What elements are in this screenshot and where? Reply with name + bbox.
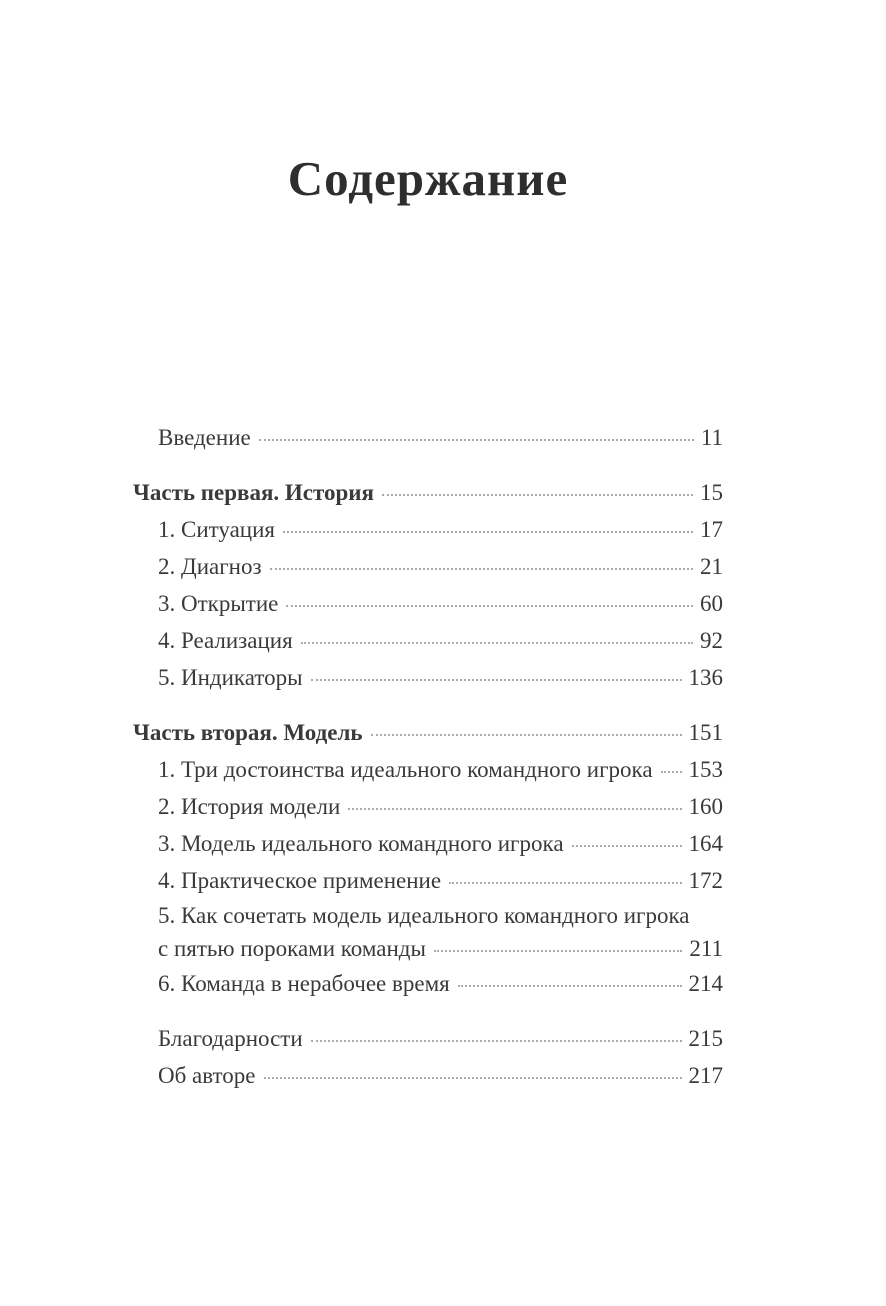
toc-entry-page: 92 (700, 628, 723, 654)
dot-leader (382, 494, 693, 496)
toc-entry-page: 214 (688, 971, 723, 997)
toc-entry-page: 21 (700, 554, 723, 580)
toc-entry-page: 211 (689, 936, 723, 962)
toc-entry (133, 751, 723, 788)
toc-entry (133, 659, 723, 696)
toc-entry (133, 965, 723, 1002)
toc-entry-page: 11 (700, 425, 723, 451)
toc-entry-page: 136 (688, 665, 723, 691)
toc-entry (133, 1020, 723, 1057)
dot-leader (259, 439, 694, 441)
toc-entry-label: 4. Практическое применение (158, 868, 442, 894)
toc-entry (133, 585, 723, 622)
dot-leader (449, 882, 681, 884)
toc-entry-label: Введение (158, 425, 251, 451)
toc-entry-page: 17 (700, 517, 723, 543)
toc-entry (133, 419, 723, 456)
toc-entry-page: 160 (688, 794, 723, 820)
toc-part-label: Часть вторая. Модель (133, 720, 363, 746)
toc-entry-page: 217 (688, 1063, 723, 1089)
toc-entry (133, 548, 723, 585)
dot-leader (301, 642, 693, 644)
toc-entry (133, 862, 723, 899)
toc-entry-page: 164 (688, 831, 723, 857)
toc-part-header (133, 714, 723, 751)
toc-entry-page: 60 (700, 591, 723, 617)
page-title: Содержание (287, 151, 569, 206)
dot-leader (661, 771, 682, 773)
dot-leader (311, 679, 682, 681)
dot-leader (264, 1077, 682, 1079)
toc-part-page: 15 (700, 480, 723, 506)
toc-entry-label-line1: 5. Как сочетать модель идеального командного игрока (158, 903, 690, 929)
dot-leader (286, 605, 693, 607)
toc-entry-label: 4. Реализация (158, 628, 293, 654)
toc-entry-page: 153 (688, 757, 723, 783)
dot-leader (270, 568, 693, 570)
dot-leader (311, 1040, 682, 1042)
toc-entry-page: 172 (688, 868, 723, 894)
toc-entry (133, 1057, 723, 1094)
table-of-contents (133, 419, 723, 1094)
toc-entry-label: 2. Диагноз (158, 554, 262, 580)
toc-entry-label: 3. Модель идеального командного игрока (158, 831, 564, 857)
toc-entry (133, 825, 723, 862)
dot-leader (348, 808, 681, 810)
toc-part-label: Часть первая. История (133, 480, 374, 506)
content-column (133, 0, 723, 1094)
dot-leader (371, 734, 682, 736)
toc-part-page: 151 (688, 720, 723, 746)
toc-entry-label: Об авторе (158, 1063, 256, 1089)
toc-entry-label-line2: с пятью пороками команды (158, 936, 426, 962)
dot-leader (283, 531, 693, 533)
dot-leader (458, 985, 682, 987)
toc-part-header (133, 474, 723, 511)
toc-entry-label: Благодарности (158, 1026, 303, 1052)
toc-entry-label: 3. Открытие (158, 591, 279, 617)
toc-entry (133, 511, 723, 548)
dot-leader (572, 845, 682, 847)
toc-entry-twoline (133, 899, 723, 965)
toc-entry (133, 622, 723, 659)
toc-entry-label: 5. Индикаторы (158, 665, 303, 691)
toc-entry-label: 1. Ситуация (158, 517, 275, 543)
toc-entry (133, 788, 723, 825)
toc-entry-label: 1. Три достоинства идеального командного игрока (158, 757, 653, 783)
toc-entry-label: 2. История модели (158, 794, 341, 820)
toc-entry-label: 6. Команда в нерабочее время (158, 971, 450, 997)
dot-leader (434, 950, 682, 952)
toc-entry-page: 215 (688, 1026, 723, 1052)
